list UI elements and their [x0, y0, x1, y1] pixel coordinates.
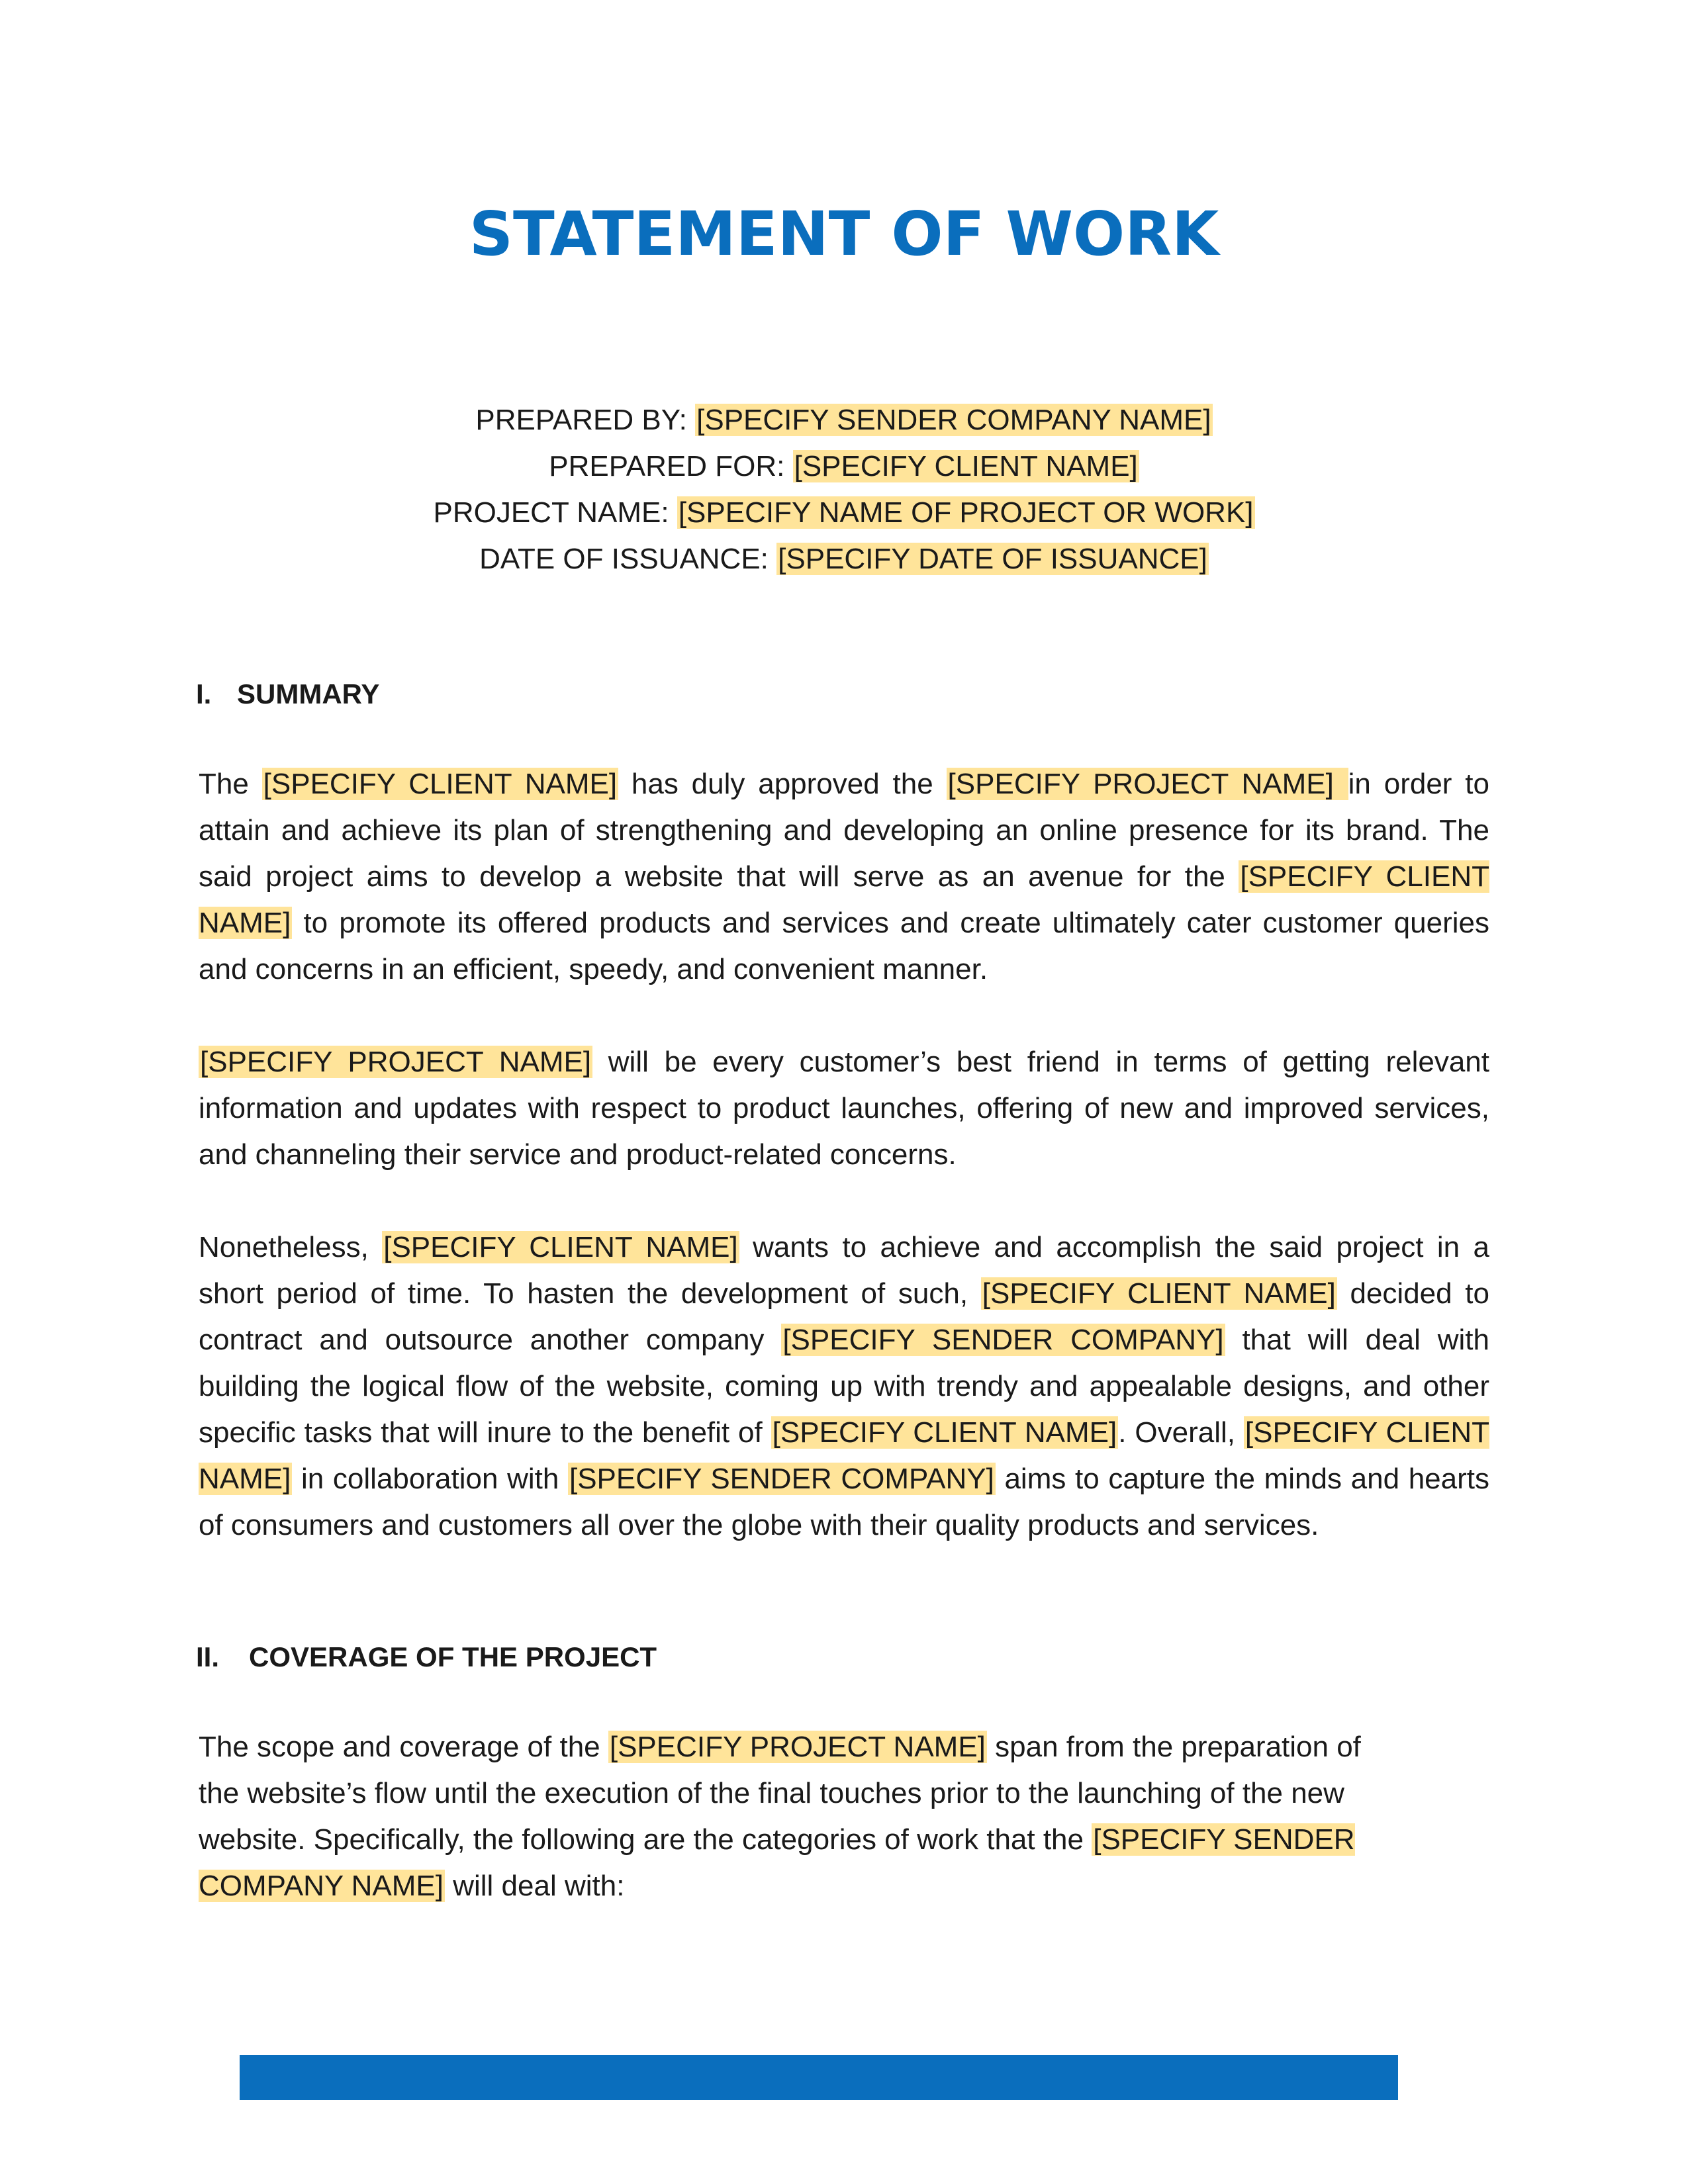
paragraph-text: The scope and coverage of the	[199, 1731, 608, 1763]
placeholder-client-name: [SPECIFY CLIENT NAME]	[772, 1416, 1117, 1449]
paragraph-text: will be every customer’s best friend in terms of getting relevant information and updates with respect to product launches, offering of new and improved services, and channeling their service and product-related concerns.	[199, 1046, 1489, 1171]
section-heading-coverage	[196, 1641, 657, 1673]
placeholder-client-name: [SPECIFY CLIENT NAME]	[383, 1231, 738, 1263]
prepared-by-line	[0, 397, 1688, 443]
paragraph-text: that will deal with building the logical flow of the website, coming up with trendy and appealable designs, and other specific tasks that will inure to the benefit of	[199, 1324, 1489, 1449]
paragraph-text: The	[199, 768, 262, 800]
placeholder-client-name: [SPECIFY CLIENT NAME]	[199, 860, 1489, 939]
project-name-value: [SPECIFY NAME OF PROJECT OR WORK]	[678, 496, 1254, 529]
summary-paragraph-2	[199, 1039, 1489, 1178]
project-name-label: PROJECT NAME:	[433, 496, 669, 529]
placeholder-project-name: [SPECIFY PROJECT NAME]	[609, 1731, 986, 1763]
placeholder-sender-company: [SPECIFY SENDER COMPANY]	[782, 1324, 1224, 1356]
paragraph-text: has duly approved the	[618, 768, 947, 800]
prepared-by-value: [SPECIFY SENDER COMPANY NAME]	[696, 404, 1211, 436]
prepared-for-value: [SPECIFY CLIENT NAME]	[794, 450, 1138, 482]
paragraph-text: will deal with:	[444, 1870, 625, 1902]
footer-bar	[240, 2055, 1398, 2100]
paragraph-text: aims to capture the minds and hearts of consumers and customers all over the globe with their quality products and services.	[199, 1463, 1489, 1541]
section-title: COVERAGE OF THE PROJECT	[249, 1641, 657, 1672]
coverage-paragraph-1	[199, 1724, 1403, 1909]
placeholder-sender-company-name: [SPECIFY SENDER COMPANY NAME]	[199, 1823, 1355, 1902]
summary-paragraph-3	[199, 1224, 1489, 1549]
placeholder-client-name: [SPECIFY CLIENT NAME]	[199, 1416, 1489, 1495]
date-of-issuance-line	[0, 536, 1688, 582]
placeholder-project-name: [SPECIFY PROJECT NAME]	[947, 768, 1347, 800]
section-number: II.	[196, 1641, 220, 1672]
summary-paragraph-1	[199, 761, 1489, 993]
paragraph-text: wants to achieve and accomplish the said project in a short period of time. To hasten the development of such,	[199, 1231, 1490, 1310]
prepared-for-line	[0, 443, 1688, 490]
project-name-line	[0, 490, 1688, 536]
date-of-issuance-label: DATE OF ISSUANCE:	[479, 543, 769, 575]
paragraph-text: . Overall,	[1118, 1416, 1244, 1449]
placeholder-sender-company: [SPECIFY SENDER COMPANY]	[569, 1463, 994, 1495]
section-title: SUMMARY	[237, 678, 380, 709]
paragraph-text: Nonetheless,	[199, 1231, 383, 1263]
page-title: STATEMENT OF WORK	[469, 199, 1219, 269]
placeholder-client-name: [SPECIFY CLIENT NAME]	[263, 768, 618, 800]
paragraph-text: decided to contract and outsource another company	[199, 1277, 1489, 1356]
prepared-for-label: PREPARED FOR:	[549, 450, 785, 482]
placeholder-client-name: [SPECIFY CLIENT NAME]	[982, 1277, 1336, 1310]
date-of-issuance-value: [SPECIFY DATE OF ISSUANCE]	[778, 543, 1207, 575]
paragraph-text: to promote its offered products and services and create ultimately cater customer queries and concerns in an efficient, speedy, and convenient manner.	[199, 907, 1489, 985]
section-number: I.	[196, 678, 212, 709]
paragraph-text: span from the preparation of the website’s flow until the execution of the final touches prior to the launching of the new website. Specifically, the following are the categories of work that the	[199, 1731, 1361, 1856]
section-heading-summary	[196, 678, 379, 710]
prepared-by-label: PREPARED BY:	[475, 404, 687, 436]
document-meta	[0, 397, 1688, 582]
placeholder-project-name: [SPECIFY PROJECT NAME]	[200, 1046, 592, 1078]
paragraph-text: in order to attain and achieve its plan of strengthening and developing an online presence for its brand. The said project aims to develop a website that will serve as an avenue for the	[199, 768, 1489, 893]
paragraph-text: in collaboration with	[292, 1463, 568, 1495]
